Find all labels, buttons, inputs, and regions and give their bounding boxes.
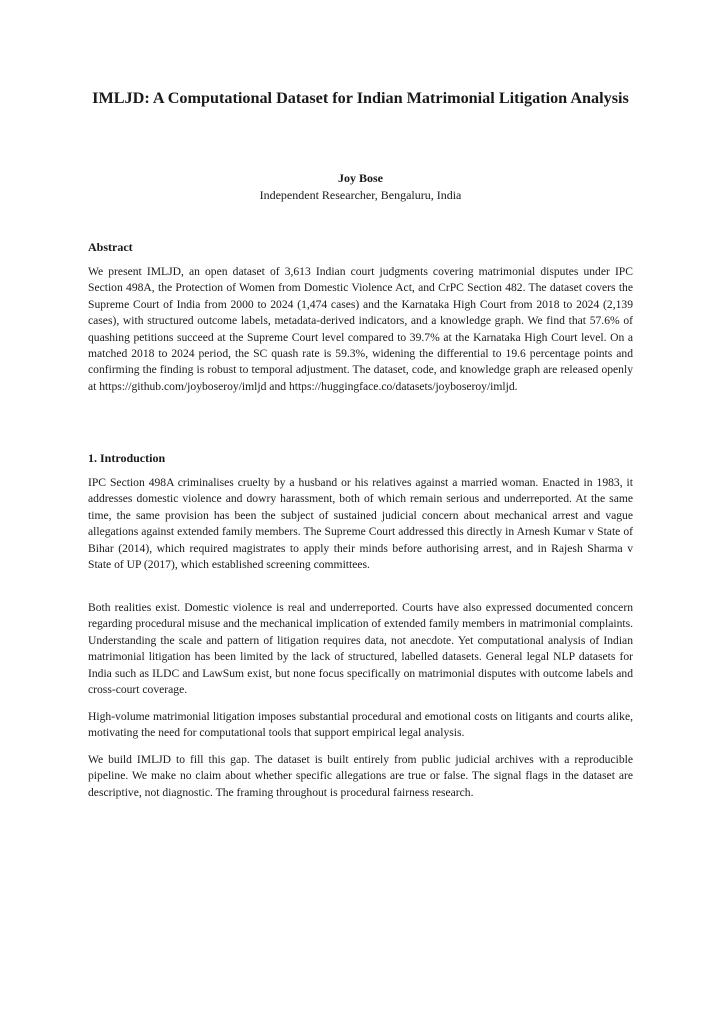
- introduction-paragraph: IPC Section 498A criminalises cruelty by a husband or his relatives against a married woman. Enacted in 1983, it addresses domestic violence and dowry harassment, both of which remain serious and underreported. At the same time, the same provision has been the subject of sustained judicial concern about mechanical arrest and vague allegations against extended family members. The Supreme Court addressed this directly in Arnesh Kumar v State of Bihar (2014), which required magistrates to apply their minds before authorising arrest, and in Rajesh Sharma v State of UP (2017), which established screening committees.: [88, 476, 633, 572]
- introduction-paragraph: Both realities exist. Domestic violence is real and underreported. Courts have also expressed documented concern regarding procedural misuse and the mechanical implication of extended family members in matrimonial complaints. Understanding the scale and pattern of litigation requires data, not anecdote. Yet computational analysis of Indian matrimonial litigation has been limited by the lack of structured, labelled datasets. General legal NLP datasets for India such as ILDC and LawSum exist, but none focus specifically on matrimonial disputes with outcome labels and cross-court coverage.: [88, 601, 633, 697]
- author-name: Joy Bose: [338, 171, 383, 185]
- introduction-heading: 1. Introduction: [88, 451, 166, 465]
- abstract-body: We present IMLJD, an open dataset of 3,613 Indian court judgments covering matrimonial disputes under IPC Section 498A, the Protection of Women from Domestic Violence Act, and CrPC Section 482. The dataset covers the Supreme Court of India from 2000 to 2024 (1,474 cases) and the Karnataka High Court from 2018 to 2024 (2,139 cases), with structured outcome labels, metadata-derived indicators, and a knowledge graph. We find that 57.6% of quashing petitions succeed at the Supreme Court level compared to 39.7% at the Karnataka High Court level. On a matched 2018 to 2024 period, the SC quash rate is 59.3%, widening the differential to 19.6 percentage points and confirming the finding is robust to temporal adjustment. The dataset, code, and knowledge graph are released openly at https://github.com/joyboseroy/imljd and https://huggingface.co/datasets/joyboseroy/imljd.: [88, 265, 633, 393]
- paper-title: IMLJD: A Computational Dataset for Indian Matrimonial Litigation Analysis: [92, 89, 629, 107]
- introduction-paragraph: We build IMLJD to fill this gap. The dataset is built entirely from public judicial archives with a reproducible pipeline. We make no claim about whether specific allegations are true or false. The signal flags in the dataset are descriptive, not diagnostic. The framing throughout is procedural fairness research.: [88, 753, 633, 799]
- introduction-paragraph: High-volume matrimonial litigation imposes substantial procedural and emotional costs on litigants and courts alike, motivating the need for computational tools that support empirical legal analysis.: [88, 710, 633, 740]
- author-affiliation: Independent Researcher, Bengaluru, India: [259, 188, 462, 202]
- abstract-heading: Abstract: [88, 240, 133, 254]
